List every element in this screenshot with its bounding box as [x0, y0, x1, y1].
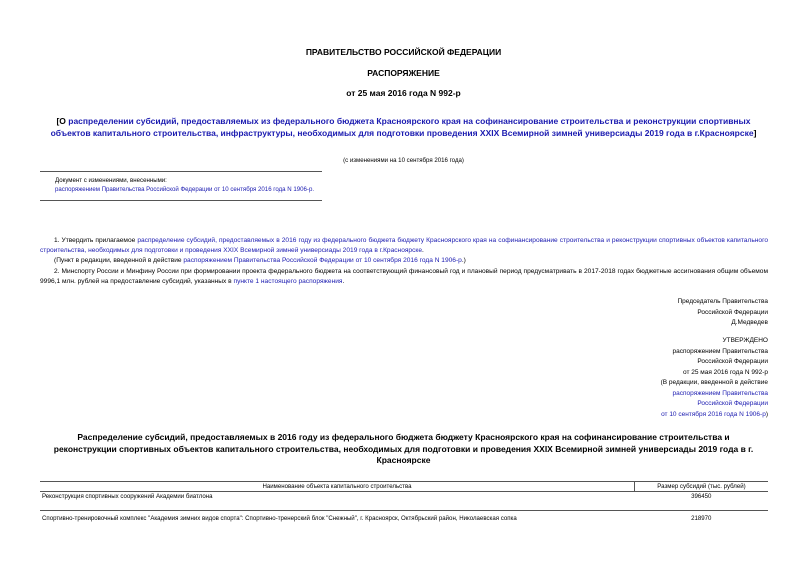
p2-text: 2. Минспорту России и Минфину России при формировании проекта федерального бюджета на соответствующий финансовый год и плановый период предусматривать в 2017-2018 годах бюджетные ассигнования общим объемом 9996,1 млн. рублей на предоставление субсидий, указанных в [40, 268, 768, 285]
approved-link-line-6[interactable]: распоряжением Правительства [672, 389, 768, 397]
table-cell-amount: 396450 [635, 492, 769, 511]
title-close-bracket: ] [753, 127, 757, 138]
table-header-row [40, 482, 768, 492]
doc-title [40, 116, 767, 139]
p1-note-prefix: (Пункт в редакции, введенной в действие [54, 257, 184, 264]
approved-line-3: Российской Федерации [697, 358, 768, 365]
table-cell-object: Спортивно-тренировочный комплекс "Академия зимних видов спорта": Спортивно-тренерский блок "Снежный", г. Красноярск, Октябрьский район, Николаевская сопка [42, 515, 517, 522]
approved-link-line-8[interactable]: от 10 сентября 2016 года N 1906-р [661, 410, 766, 418]
table-cell-amount: 218970 [691, 515, 712, 522]
approved-heading: УТВЕРЖДЕНО [722, 337, 768, 344]
signature-block [677, 297, 768, 329]
p2-link[interactable]: пункте 1 настоящего распоряжения [233, 277, 343, 285]
changes-box-link[interactable]: распоряжением Правительства Российской Федерации от 10 сентября 2016 года N 1906-р. [55, 186, 315, 193]
signature-name: Д.Медведев [731, 319, 768, 326]
changes-note: (с изменениями на 10 сентября 2016 года) [343, 157, 464, 164]
table-cell-object: Реконструкция спортивных сооружений Академии биатлона [40, 492, 635, 511]
approved-line-2: распоряжением Правительства [672, 347, 768, 355]
table-row [40, 492, 768, 511]
paragraph-1 [40, 236, 768, 255]
changes-box-top-rule [40, 171, 322, 172]
approved-block [661, 336, 768, 420]
doc-type: РАСПОРЯЖЕНИЕ [367, 68, 440, 78]
approved-line-8 [661, 410, 768, 421]
approved-line-8-suffix: ) [765, 410, 768, 418]
p2-suffix: . [342, 277, 345, 285]
p1-suffix: . [422, 246, 424, 254]
table-row [40, 511, 768, 524]
p1-link[interactable]: распределение субсидий, предоставляемых в 2016 году из федерального бюджета бюджету Красноярского края на софинансирование строительства и реконструкции спортивных объектов капитального строительства, необходимых для подготовки и проведения XXIX Всемирной зимней универсиады 2019 года в г.Красноярске [40, 237, 768, 254]
p1-prefix: 1. Утвердить прилагаемое [54, 237, 138, 244]
distribution-title: Распределение субсидий, предоставляемых в 2016 году из федерального бюджета бюджету Красноярского края на софинансирование строительства и реконструкции спортивных объектов капитального строительства, необходимых для подготовки и проведения XXIX Всемирной зимней универсиады 2019 года в г. Красноярске [53, 432, 754, 465]
p1-note-link[interactable]: распоряжением Правительства Российской Федерации от 10 сентября 2016 года N 1906-р [183, 257, 462, 264]
paragraph-2 [40, 267, 768, 286]
table-header-amount: Размер субсидий (тыс. рублей) [635, 482, 769, 492]
paragraph-1-note [54, 256, 466, 266]
changes-box-label: Документ с изменениями, внесенными: [55, 177, 167, 184]
approved-line-4: от 25 мая 2016 года N 992-р [682, 368, 768, 376]
p1-note-suffix: .) [461, 257, 466, 264]
government-title: ПРАВИТЕЛЬСТВО РОССИЙСКОЙ ФЕДЕРАЦИИ [305, 47, 502, 57]
signature-position: Председатель Правительства [677, 298, 768, 305]
table-header-object: Наименование объекта капитального строительства [40, 482, 635, 492]
changes-box-bottom-rule [40, 200, 322, 201]
subsidy-table [40, 481, 768, 523]
doc-date-number: от 25 мая 2016 года N 992-р [346, 88, 461, 98]
approved-link-line-7[interactable]: Российской Федерации [697, 400, 768, 407]
approved-line-5: (В редакции, введенной в действие [660, 379, 768, 386]
title-link[interactable]: распределении субсидий, предоставляемых из федерального бюджета Красноярского края на софинансирование строительства и реконструкции спортивных объектов капитального строительства, инфраструктуры, необходимых для подготовки проведения XXIX Всемирной зимней универсиады 2019 года в г.Красноярске [50, 116, 754, 138]
signature-country: Российской Федерации [697, 308, 768, 316]
title-open-bracket: [О [56, 116, 69, 126]
